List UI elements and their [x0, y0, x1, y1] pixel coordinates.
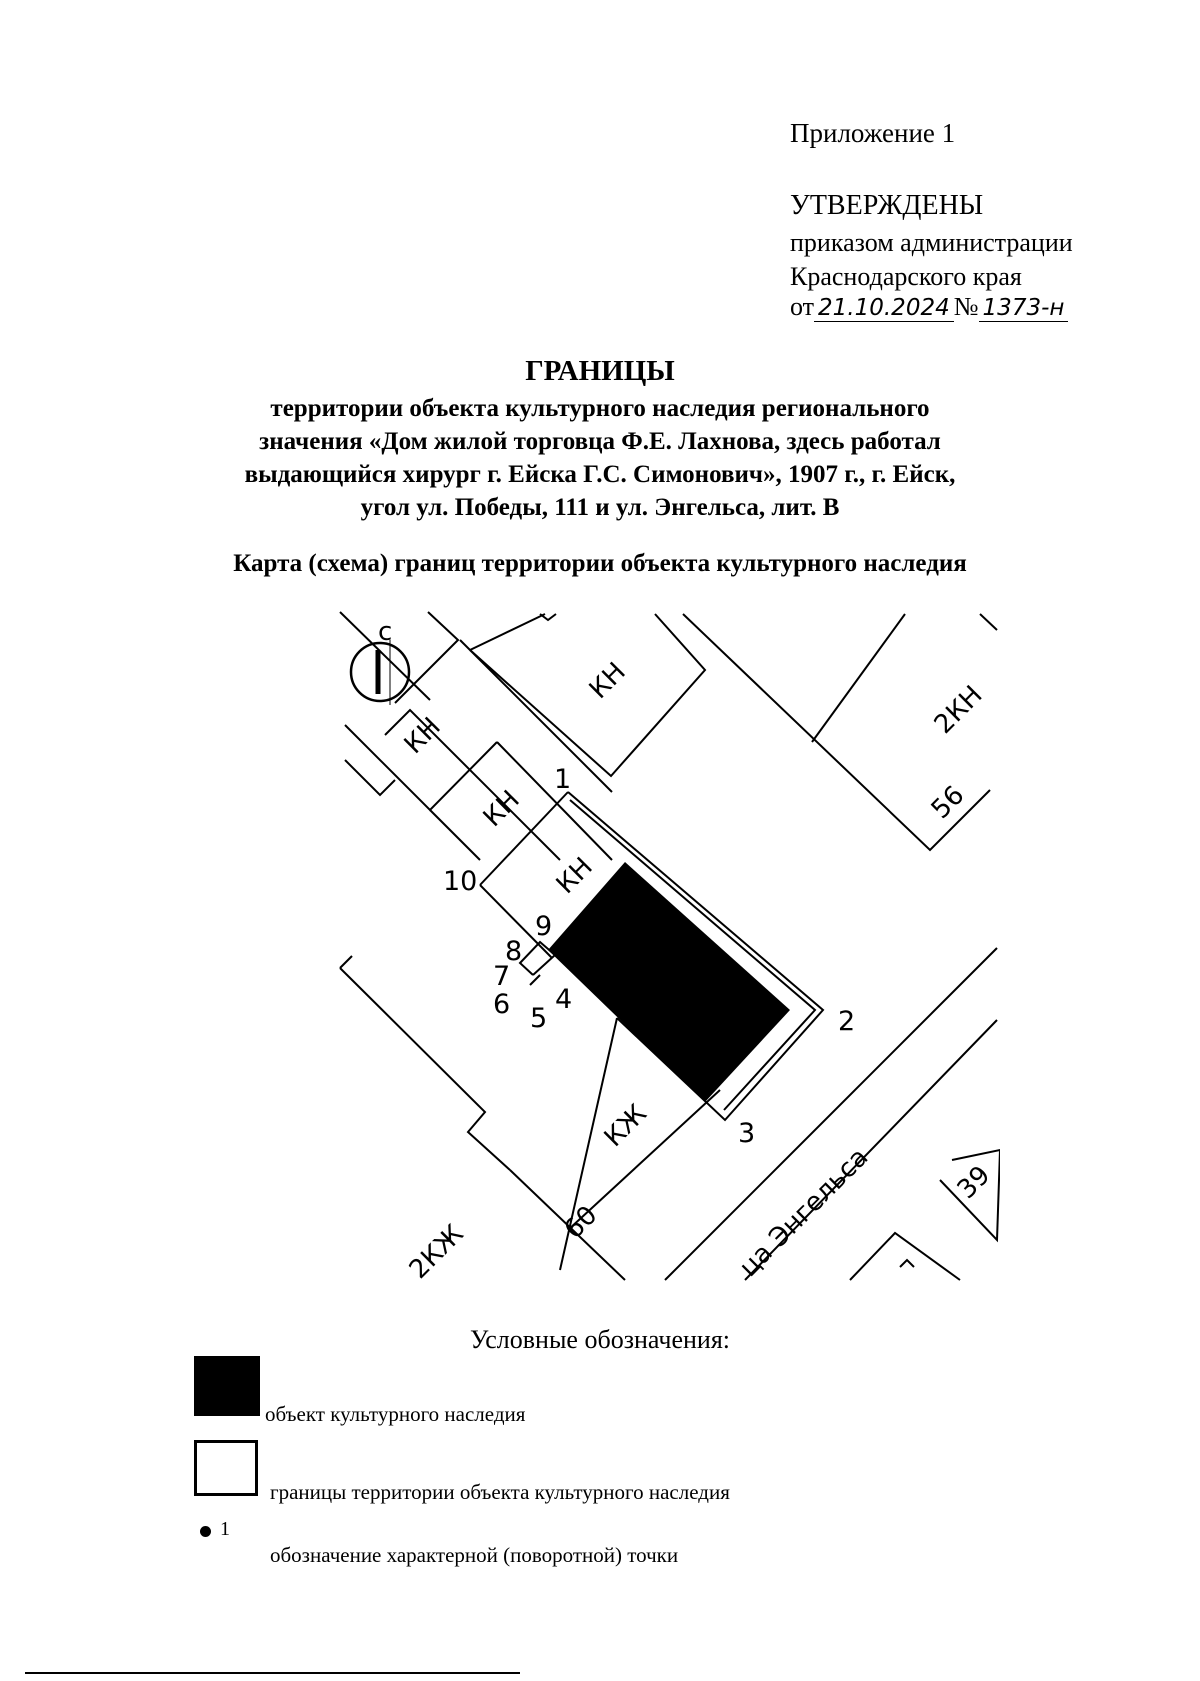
document-subtitle: территории объекта культурного наследия регионального значения «Дом жилой торговца Ф.Е. Лахнова, здесь работал выдающийся хирург г. Ейска Г.С. Симонович», 1907 г., г. Ейск, угол ул. Победы, 111 и ул. Энгельса, лит. В [244, 395, 956, 521]
legend-heritage-swatch [194, 1356, 260, 1416]
document-title: ГРАНИЦЫ [525, 355, 675, 387]
building-label-kn: КН [550, 851, 599, 900]
appendix-label: Приложение 1 [790, 118, 956, 148]
number-prefix: № [953, 292, 979, 321]
footer-rule [25, 1672, 520, 1674]
order-date-row [790, 292, 1068, 322]
point-label-3: 3 [738, 1118, 756, 1149]
map-line [812, 614, 905, 742]
legend-point-number: 1 [220, 1518, 230, 1540]
legend-title: Условные обозначения: [469, 1325, 731, 1354]
point-label-6: 6 [493, 989, 511, 1020]
map-line [340, 956, 352, 968]
legend-heritage-text: объект культурного наследия [265, 1402, 526, 1426]
legend-boundary-text: границы территории объекта культурного наследия [270, 1480, 730, 1504]
map-line [470, 614, 545, 650]
map-line [850, 1233, 960, 1280]
map-line [520, 942, 555, 975]
date-prefix: от [790, 292, 815, 321]
point-label-8: 8 [505, 936, 523, 967]
order-line: приказом администрации [790, 228, 1073, 257]
handwritten-number: 1373-н [979, 295, 1069, 322]
map-line [540, 614, 556, 620]
handwritten-date: 21.10.2024 [814, 295, 954, 322]
heritage-object [548, 862, 790, 1102]
point-label-10: 10 [443, 866, 478, 897]
approved-label: УТВЕРЖДЕНЫ [790, 190, 984, 221]
building-label-kn: КН [398, 711, 447, 760]
point-label-2: 2 [838, 1006, 856, 1037]
point-label-1: 1 [554, 764, 572, 795]
map-line [430, 810, 480, 860]
map-line [530, 975, 540, 985]
point-label-7: 7 [493, 961, 511, 992]
map-line [980, 614, 997, 630]
map-line [340, 968, 510, 1170]
building-label-2kn: 2КН [928, 680, 989, 740]
map-line [460, 640, 612, 792]
house-number: 56 [925, 780, 971, 825]
point-label-5: 5 [530, 1003, 548, 1034]
map-line [900, 1260, 914, 1267]
map-title: Карта (схема) границ территории объекта культурного наследия [233, 550, 967, 577]
building-label-kn: КН [477, 784, 526, 833]
house-number: 60 [558, 1200, 604, 1245]
circle-label: с [378, 617, 393, 647]
street-name: ца Энгельса [733, 1142, 875, 1283]
point-label-9: 9 [535, 911, 553, 942]
building-label-kzh: КЖ [598, 1098, 653, 1153]
house-number: 39 [951, 1160, 997, 1205]
legend-point-dot-icon [200, 1526, 211, 1537]
building-label-kn: КН [583, 656, 632, 705]
legend-point-text: обозначение характерной (поворотной) точки [270, 1543, 679, 1567]
point-label-4: 4 [555, 984, 573, 1015]
boundary-map [300, 600, 1000, 1290]
legend-boundary-swatch [194, 1440, 258, 1496]
building-label-2kzh: 2КЖ [403, 1219, 470, 1285]
region-line: Краснодарского края [790, 262, 1022, 291]
map-line [345, 760, 395, 795]
